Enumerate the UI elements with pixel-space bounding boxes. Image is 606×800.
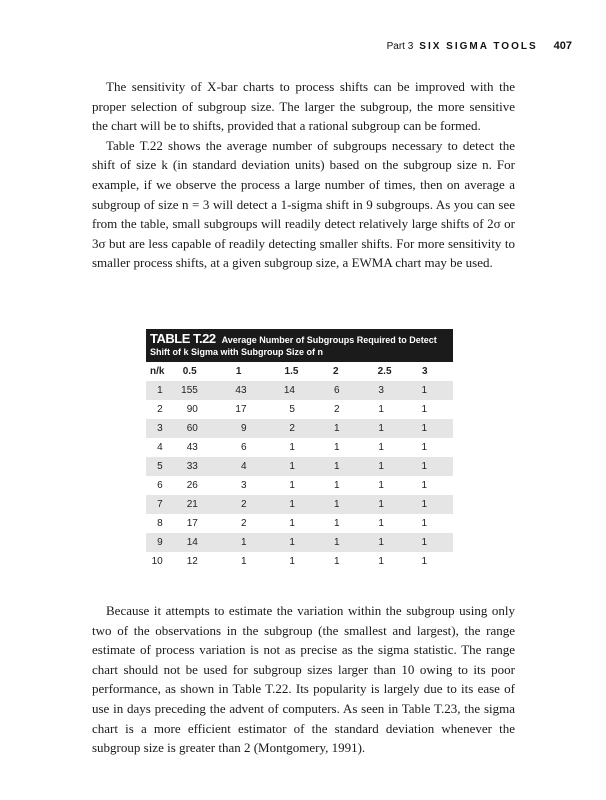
table-cell: 5	[289, 404, 295, 415]
table-cell: 1	[378, 461, 384, 472]
table-cell: 33	[186, 461, 198, 472]
data-table	[146, 362, 453, 571]
table-cell: 1	[378, 423, 384, 434]
column-header: n/k	[150, 366, 165, 377]
table-cell: 1	[289, 518, 295, 529]
column-header: 2.5	[377, 366, 392, 377]
table-row	[146, 438, 453, 457]
table-cell: 1	[334, 556, 340, 567]
row-header-cell: 7	[157, 499, 163, 510]
paragraph: The sensitivity of X-bar charts to process shifts can be improved with the proper selection of subgroup size. The larger the subgroup, the more sensitive the chart will be to shifts, provided that a rational subgroup can be formed.	[92, 79, 515, 134]
table-cell: 1	[378, 480, 384, 491]
table-cell: 1	[334, 480, 340, 491]
table-t22	[146, 329, 453, 571]
column-header: 1.5	[284, 366, 299, 377]
table-cell: 1	[421, 480, 427, 491]
row-header-cell: 6	[157, 480, 163, 491]
table-cell: 1	[334, 537, 340, 548]
table-cell: 1	[421, 499, 427, 510]
table-cell: 1	[334, 499, 340, 510]
table-header-row	[146, 362, 453, 381]
part-label: Part 3	[386, 41, 414, 52]
page-number: 407	[553, 40, 572, 52]
table-title: Average Number of Subgroups Required to Detect Shift of k Sigma with Subgroup Size of n	[150, 335, 437, 357]
table-cell: 1	[421, 537, 427, 548]
table-row	[146, 381, 453, 400]
table-cell: 1	[289, 442, 295, 453]
table-cell: 43	[186, 442, 198, 453]
table-cell: 90	[186, 404, 198, 415]
row-header-cell: 2	[157, 404, 163, 415]
table-cell: 1	[421, 385, 427, 396]
row-header-cell: 9	[157, 537, 163, 548]
paragraph: Table T.22 shows the average number of subgroups necessary to detect the shift of size k (in standard deviation units) based on the subgroup size n. For example, if we observe the process a large number of times, then on average a subgroup of size n = 3 will detect a 1-sigma shift in 9 subgroups. As you can see from the table, small subgroups will readily detect relatively large shifts of 2σ or 3σ but are less capable of readily detecting smaller shifts. For more sensitivity to smaller process shifts, at a given subgroup size, a EWMA chart may be used.	[92, 137, 515, 271]
section-title: SIX SIGMA TOOLS	[419, 41, 538, 52]
table-cell: 2	[240, 518, 247, 529]
table-cell: 6	[240, 442, 247, 453]
table-cell: 1	[289, 461, 295, 472]
row-header-cell: 3	[157, 423, 163, 434]
table-cell: 14	[186, 537, 198, 548]
table-row	[146, 495, 453, 514]
table-cell: 1	[421, 423, 427, 434]
table-cell: 1	[240, 537, 247, 548]
table-caption	[146, 329, 453, 362]
table-row	[146, 419, 453, 438]
table-cell: 60	[186, 423, 198, 434]
table-cell: 1	[421, 518, 427, 529]
table-cell: 1	[378, 499, 384, 510]
table-cell: 1	[334, 423, 340, 434]
table-cell: 1	[421, 404, 427, 415]
table-cell: 3	[240, 480, 247, 491]
table-cell: 1	[378, 404, 384, 415]
table-cell: 1	[421, 461, 427, 472]
table-cell: 9	[240, 423, 247, 434]
table-cell: 14	[283, 385, 295, 396]
table-row	[146, 514, 453, 533]
table-cell: 2	[334, 404, 340, 415]
table-cell: 1	[378, 556, 384, 567]
body-text-top	[92, 77, 515, 273]
table-cell: 1	[334, 461, 340, 472]
table-cell: 21	[186, 499, 198, 510]
table-row	[146, 533, 453, 552]
table-cell: 1	[334, 518, 340, 529]
table-cell: 3	[378, 385, 384, 396]
column-header: 0.5	[182, 366, 197, 377]
table-number: TABLE T.22	[150, 331, 216, 346]
table-cell: 1	[240, 556, 247, 567]
table-cell: 155	[181, 385, 198, 396]
table-cell: 2	[289, 423, 295, 434]
table-cell: 43	[235, 385, 247, 396]
table-cell: 1	[378, 537, 384, 548]
row-header-cell: 8	[157, 518, 163, 529]
table-row	[146, 552, 453, 571]
table-row	[146, 400, 453, 419]
paragraph: Because it attempts to estimate the variation within the subgroup using only two of the observations in the subgroup (the smallest and largest), the range estimate of process variation is not as precise as the sigma statistic. The range chart should not be used for subgroup sizes larger than 10 owing to its poor performance, as shown in Table T.22. Its popularity is largely due to its ease of use in days preceding the advent of computers. As seen in Table T.23, the sigma chart is a more efficient estimator of the standard deviation whenever the subgroup size is greater than 2 (Montgomery, 1991).	[92, 603, 515, 756]
table-row	[146, 457, 453, 476]
table-cell: 2	[240, 499, 247, 510]
row-header-cell: 1	[157, 385, 163, 396]
table-cell: 1	[421, 442, 427, 453]
column-header: 1	[235, 366, 242, 377]
table-cell: 1	[289, 480, 295, 491]
table-cell: 12	[186, 556, 198, 567]
table-cell: 26	[186, 480, 198, 491]
row-header-cell: 10	[151, 556, 163, 567]
table-cell: 6	[334, 385, 340, 396]
table-cell: 1	[289, 556, 295, 567]
row-header-cell: 5	[157, 461, 163, 472]
table-cell: 1	[289, 499, 295, 510]
table-cell: 1	[421, 556, 427, 567]
table-cell: 1	[378, 518, 384, 529]
table-cell: 1	[334, 442, 340, 453]
table-cell: 4	[240, 461, 247, 472]
column-header: 2	[332, 366, 339, 377]
table-cell: 17	[235, 404, 247, 415]
body-text-bottom	[92, 601, 515, 758]
running-header	[387, 40, 572, 52]
table-cell: 1	[378, 442, 384, 453]
row-header-cell: 4	[157, 442, 163, 453]
column-header: 3	[421, 366, 428, 377]
table-cell: 17	[186, 518, 198, 529]
table-row	[146, 476, 453, 495]
table-cell: 1	[289, 537, 295, 548]
